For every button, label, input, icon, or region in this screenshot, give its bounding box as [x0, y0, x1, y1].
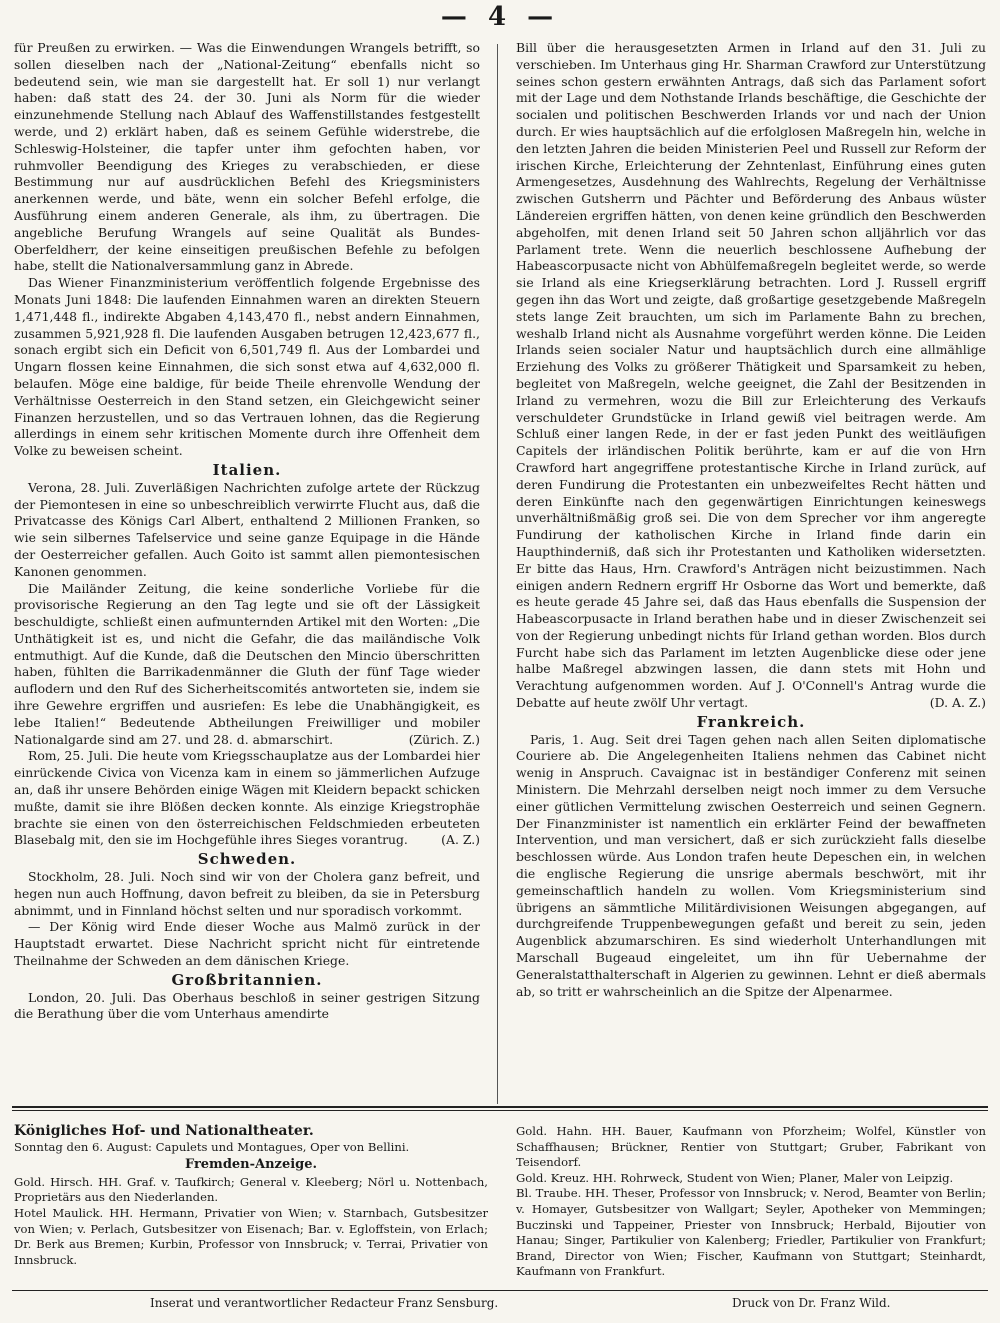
fremden-entry: Bl. Traube. HH. Theser, Professor von Innsbruck; v. Nerod, Beamter von Berlin; v. Homayer, Gutsbesitzer von Wallgart; Seyler, Apotheker von Memmingen; Buczinski und Tappeiner, Priester von Innsbruck; Herbald, Bijoutier von Hanau; Singer, Partikulier von Kalenberg; Friedler, Partikulier von Frankfurt; Brand, Director von Wien; Fischer, Kaufmann von Stuttgart; Steinhardt, Kaufmann von Frankfurt.: [516, 1186, 986, 1279]
paragraph-text: Verona, 28. Juli. Zuverläßigen Nachrichten zufolge artete der Rückzug der Piemontesen in eine so unbeschreiblich verwirrte Flucht aus, daß die Privatcasse des Königs Carl Albert, enthaltend 2 Millionen Franken, so wie sein silbernes Tafelservice und seine ganze Equipage in die Hände der Oesterreicher gefallen. Auch Goito ist sammt allen piemontesischen Kanonen genommen.: [14, 479, 480, 579]
article-paragraph: [14, 581, 480, 749]
paragraph-text: Die Mailänder Zeitung, die keine sonderliche Vorliebe für die provisorische Regierung an den Tag legte und sie oft der Lässigkeit beschuldigte, schließt einen aufmunternden Artikel mit den Worten: „Die Unthätigkeit ist es, und nicht die Gefahr, die das mailändische Volk entmuthigt. Auf die Kunde, daß die Deutschen den Mincio überschritten haben, fühlten die Barrikadenmänner die Gluth der fünf Tage wieder auflodern und den Ruf des Sicherheitscomités antworteten sie, indem sie ihre Gewehre ergriffen und ausriefen: Es lebe die Unabhängigkeit, es lebe Italien!“ Bedeutende Abtheilungen Freiwilliger und mobiler Nationalgarde sind am 27. und 28. d. abmarschirt.: [14, 580, 480, 747]
section-rule-thin: [12, 1110, 988, 1111]
footer-editor: Inserat und verantwortlicher Redacteur Franz Sensburg.: [150, 1296, 499, 1310]
announcements-right: [516, 1124, 986, 1304]
paragraph-text: Bill über die herausgesetzten Armen in Irland auf den 31. Juli zu verschieben. Im Unterhaus ging Hr. Sharman Crawford zur Unterstützung seines schon gestern erwähnten Antrags, daß sich das Parlament sofort mit der Lage und dem Nothstande Irlands beschäftige, die Geschichte der socialen und politischen Beschwerden Irlands vor und nach der Union durch. Er wies hauptsächlich auf die erfolglosen Maßregeln hin, welche in den letzten Jahren die beiden Ministerien Peel und Russell zur Reform der irischen Kirche, Erleichterung der Zehntenlast, Einführung eines guten Armengesetzes, Ausdehnung des Wahlrechts, Regelung der Verhältnisse zwischen Gutsherrn und Pächter und Beförderung des Anbaus wüster Ländereien ergriffen hätten, von denen keine gründlich den Beschwerden abgeholfen, mit denen Irland seit 50 Jahren schon alljährlich vor das Parlament trete. Wenn die neuerlich beschlossene Aufhebung der Habeascorpusacte nicht von Abhülfemaßregeln begleitet werde, so werde sie Irland als eine Kriegserklärung betrachten. Lord J. Russell ergriff gegen ihn das Wort und zeigte, daß großartige gesetzgebende Maßregeln stets lange Zeit brauchten, um sich im Parlamente Bahn zu brechen, weshalb Irland nicht als Ausnahme vorgeführt werden könne. Die Leiden Irlands seien socialer Natur und hauptsächlich durch eine allmählige Erziehung des Volks zu größerer Thätigkeit und Sparsamkeit zu heben, begleitet von Maßregeln, welche geeignet, die Zahl der Besitzenden in Irland zu vermehren, wozu die Bill zur Erleichterung des Verkaufs verschuldeter Grundstücke in Irland gewiß viel beitragen werde. Am Schluß einer langen Rede, in der er fast jeden Punkt des weitläufigen Capitels der irländischen Politik berührte, kam er auf die von Hrn Crawford hart angegriffene protestantische Kirche in Irland zurück, auf deren Fundirung die Protestanten ein unbezweifeltes Recht hätten und deren Einkünfte nach den gegenwärtigen Einrichtungen keineswegs unverhältnißmäßig groß sei. Die von dem Sprecher vor ihm angeregte Fundirung der katholischen Kirche in Irland finde darin ein Haupthinderniß, daß sich ihr Protestanten und Katholiken widersetzten. Er bitte das Haus, Hrn. Crawford's Anträgen nicht beizustimmen. Nach einigen andern Rednern ergriff Hr Osborne das Wort und bemerkte, daß es heute gerade 45 Jahre sei, daß das Haus ebenfalls die Suspension der Habeascorpusacte in Irland berathen habe und in dieser Zwischenzeit sei von der Regierung unbedingt nichts für Irland gethan worden. Blos durch Furcht habe sich das Parlament im letzten Augenblicke diese oder jene halbe Maßregel abzwingen lassen, die dann stets mit Hohn und Verachtung aufgenommen worden. Auf J. O'Connell's Antrag wurde die Debatte auf heute zwölf Uhr vertagt.: [516, 40, 986, 711]
theatre-title: Königliches Hof- und Nationaltheater.: [14, 1124, 314, 1139]
column-divider: [497, 44, 498, 1104]
paragraph-text: Stockholm, 28. Juli. Noch sind wir von der Cholera ganz befreit, und hegen nun auch Hoffnung, davon befreit zu bleiben, da sie in Petersburg abnimmt, und in Finnland höchst selten und nur sporadisch vorkommt.: [14, 869, 480, 918]
fremden-entry: Gold. Hahn. HH. Bauer, Kaufmann von Pforzheim; Wolfel, Künstler von Schaffhausen; Brückner, Rentier von Stuttgart; Gruber, Fabrikant von Teisendorf.: [516, 1124, 986, 1170]
page-number: — 4 —: [440, 2, 560, 32]
theatre-text: Sonntag den 6. August: Capulets und Montagues, Oper von Bellini.: [14, 1139, 410, 1154]
fremden-entry: Hotel Maulick. HH. Hermann, Privatier von Wien; v. Starnbach, Gutsbesitzer von Wien; v. Perlach, Gutsbesitzer von Eisenach; Bar. v. Egloffstein, von Erlach; Dr. Berk aus Bremen; Kurbin, Professor von Innsbruck; v. Terrai, Privatier von Innsbruck.: [14, 1205, 488, 1267]
article-paragraph: [14, 480, 480, 581]
footer-rule: [12, 1290, 988, 1291]
section-heading: Schweden.: [197, 850, 297, 869]
right-column: [516, 40, 986, 1098]
source-attribution: (Zürich. Z.): [408, 731, 480, 747]
section-heading: Frankreich.: [696, 712, 806, 731]
theatre-notice: [14, 1124, 488, 1140]
article-paragraph: [14, 40, 480, 275]
article-paragraph: [14, 869, 480, 919]
announcements-left: [14, 1124, 488, 1304]
paragraph-text: Paris, 1. Aug. Seit drei Tagen gehen nach allen Seiten diplomatische Couriere ab. Die Angelegenheiten Italiens nehmen das Cabinet nicht wenig in Anspruch. Cavaignac ist in beständiger Conferenz mit seinen Ministern. Die Mehrzahl derselben neigt noch immer zu dem Versuche einer gütlichen Vermittelung zwischen Oesterreich und seinen Gegnern. Der Finanzminister ist namentlich ein erklärter Feind der bewaffneten Intervention, und man versichert, daß er sich zurückzieht falls dieselbe beschlossen würde. Aus London trafen heute Depeschen ein, in welchen die englische Regierung die unsrige abermals beschwört, mit ihr gemeinschaftlich handeln zu wollen. Vom Kriegsministerium sind übrigens an sämmtliche Militärdivisionen Weisungen abgegangen, auf durchgreifende Truppenbewegungen gefaßt und bereit zu sein, jeden Augenblick abzumarschiren. Es sind wiederholt Unterhandlungen mit Marschall Bugeaud eingeleitet, um ihn für Uebernahme der Generalstatthalterschaft in Algerien zu gewinnen. Lehnt er dieß abermals ab, so tritt er wahrscheinlich an die Spitze der Alpenarmee.: [516, 731, 986, 999]
paragraph-text: — Der König wird Ende dieser Woche aus Malmö zurück in der Hauptstadt erwartet. Diese Nachricht spricht nicht für eintretende Theilnahme der Schweden an dem dänischen Kriege.: [14, 919, 480, 969]
article-paragraph: [516, 732, 986, 1001]
section-rule: [12, 1106, 988, 1108]
article-paragraph: [516, 40, 986, 712]
footer-printer: Druck von Dr. Franz Wild.: [732, 1296, 891, 1310]
fremden-entry: Gold. Hirsch. HH. Graf. v. Taufkirch; General v. Kleeberg; Nörl u. Nottenbach, Proprietärs aus den Niederlanden.: [14, 1174, 488, 1205]
paragraph-text: Das Wiener Finanzministerium veröffentlich folgende Ergebnisse des Monats Juni 1848: Die laufenden Einnahmen waren an direkten Steuern 1,471,448 fl., indirekte Abgaben 4,143,470 fl., nebst andern Einnahmen, zusammen 5,921,928 fl. Die laufenden Ausgaben betrugen 12,423,677 fl., sonach ergibt sich ein Deficit von 6,501,749 fl. Aus der Lombardei und Ungarn flossen keine Einnahmen, die sich sonst etwa auf 4,632,000 fl. belaufen. Möge eine baldige, für beide Theile ehrenvolle Wendung der Verhältnisse Oesterreich in den Stand setzen, ein Gleichgewicht seiner Finanzen herzustellen, und so das Vertrauen lohnen, das die Regierung allerdings in einem sehr kritischen Momente durch ihre Offenheit dem Volke zu beweisen scheint.: [14, 275, 480, 459]
paragraph-text: für Preußen zu erwirken. — Was die Einwendungen Wrangels betrifft, so sollen dieselben nach der „National-Zeitung“ ebenfalls nicht so bedeutend sein, wie man sie dargestellt hat. Er soll 1) nur verlangt haben: daß statt des 24. der 30. Juni als Norm für die wieder einzunehmende Stellung nach Ablauf des Waffenstillstandes festgestellt werde, und 2) erklärt haben, daß es seinem Gefühle widerstrebe, die Schleswig-Holsteiner, die tapfer unter ihm gefochten haben, vor ruhmvoller Beendigung des Krieges zu verabschieden, er diese Bestimmung nur auf ausdrücklichen Befehl des Kriegsministers anerkennen werde, und bäte, wenn ein solcher Befehl erfolge, die Ausführung einem anderen Generale, als ihm, zu übertragen. Die angebliche Berufung Wrangels auf seine Qualität als Bundes-Oberfeldherr, der keine einseitigen preußischen Befehle zu befolgen habe, stellt die Nationalversammlung ganz in Abrede.: [14, 40, 480, 274]
paragraph-text: Rom, 25. Juli. Die heute vom Kriegsschauplatze aus der Lombardei hier einrückende Civica von Vicenza kam in einem so jämmerlichen Aufzuge an, daß ihr unsere Behörden einige Wägen mit Kleidern bepackt schicken mußte, damit sie ihre Blößen decken konnte. Als einzige Kriegstrophäe brachte sie einen von den österreichischen Feldschmieden erbeuteten Blasebalg mit, den sie im Hochgefühle ihres Sieges vorantrug.: [14, 748, 480, 848]
fremden-title: Fremden-Anzeige.: [184, 1157, 318, 1173]
source-attribution: (A. Z.): [441, 832, 480, 848]
article-paragraph: [14, 919, 480, 969]
article-paragraph: [14, 748, 480, 849]
paragraph-text: London, 20. Juli. Das Oberhaus beschloß in seiner gestrigen Sitzung die Berathung über die vom Unterhaus amendirte: [14, 989, 480, 1022]
section-heading: Italien.: [212, 460, 282, 479]
source-attribution: (D. A. Z.): [929, 695, 986, 711]
article-paragraph: [14, 275, 480, 460]
section-heading: Großbritannien.: [171, 970, 323, 989]
fremden-entry: Gold. Kreuz. HH. Rohrweck, Student von Wien; Planer, Maler von Leipzig.: [516, 1170, 954, 1185]
left-column: [14, 40, 480, 1098]
article-paragraph: [14, 990, 480, 1024]
